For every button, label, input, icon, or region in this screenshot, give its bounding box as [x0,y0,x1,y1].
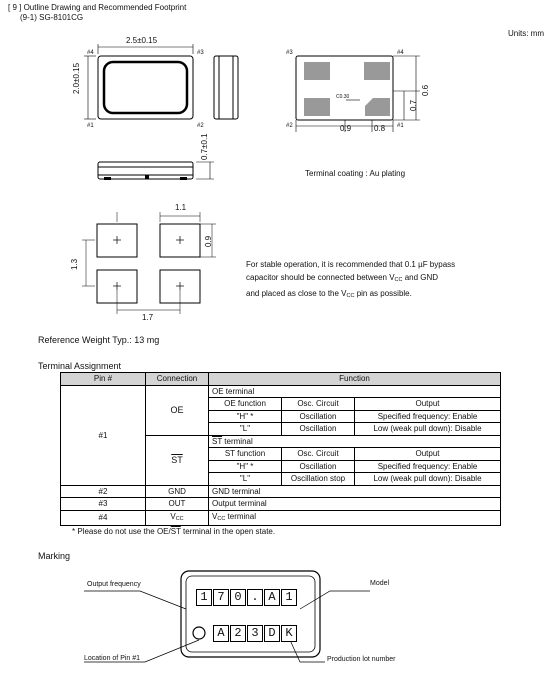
terminal-table [60,372,501,526]
function-cell [209,510,501,525]
function-cell: ST function [209,448,282,461]
function-cell: "L" [209,423,282,436]
dim-thickness: 0.7±0.1 [200,133,209,160]
col-connection: Connection [146,373,209,386]
function-cell: Oscillation [282,460,355,473]
marking-char: A [213,625,229,642]
marking-char: 2 [230,625,246,642]
pin-label: #1 [87,123,94,129]
marking-char: . [247,589,263,606]
note-line: For stable operation, it is recommended that 0.1 µF bypass [246,260,456,269]
pin-cell: #2 [61,485,146,498]
reference-weight: Reference Weight Typ.: 13 mg [38,335,160,345]
pin-cell: #4 [61,510,146,525]
connection-cell [146,435,209,485]
function-cell: Oscillation [282,410,355,423]
function-cell: OE terminal [209,385,501,398]
function-cell: "H" * [209,460,282,473]
connection-cell: GND [146,485,209,498]
dim-width: 2.5±0.15 [126,36,158,45]
function-cell: Output [355,398,501,411]
section-subtitle: (9-1) SG-8101CG [20,13,84,22]
st-label: $\overline{ST}$ [212,436,223,446]
vcc-sub: CC [175,515,184,522]
marking-heading: Marking [38,551,71,561]
col-pin: Pin # [61,373,146,386]
terminal-heading: Terminal Assignment [38,361,122,371]
note-text: pin as possible. [354,289,412,298]
dim-span-x: 1.7 [142,313,154,322]
vcc-sub: CC [217,515,226,522]
label-output-frequency: Output frequency [87,581,141,588]
function-cell: Oscillation stop [282,473,355,486]
terminal-footnote [72,527,275,536]
pin-label: #1 [397,123,404,129]
function-cell: OE function [209,398,282,411]
label-model: Model [370,580,390,587]
note-line [246,287,455,303]
label-pin1-location: Location of Pin #1 [84,655,141,662]
table-row [61,385,501,398]
note-sub: CC [394,277,403,283]
function-cell: Oscillation [282,423,355,436]
pin-cell: #1 [61,385,146,485]
connection-cell: OUT [146,498,209,511]
marking-char: D [264,625,280,642]
marking-char: K [281,625,297,642]
st-label: $\overline{ST}$ [171,454,183,465]
function-cell: Low (weak pull down): Disable [355,473,501,486]
table-header-row [61,373,501,386]
dim-pitch-x: 1.1 [175,203,187,212]
vcc-v: V [212,511,218,521]
dim-pad-h2: 0.6 [421,84,430,96]
pin-label: #4 [87,50,94,56]
label-production-lot: Production lot number [327,656,396,663]
function-cell: Output terminal [209,498,501,511]
section-title: [ 9 ] Outline Drawing and Recommended Footprint [8,3,187,12]
marking-char: 1 [281,589,297,606]
dim-pad-height: 0.9 [204,235,213,247]
note-sub: CC [346,293,355,299]
function-cell: Osc. Circuit [282,398,355,411]
pin-label: #2 [197,123,204,129]
dim-pad-w2: 0.8 [374,124,386,133]
dim-pad-w1: 0.9 [340,124,352,133]
table-row [61,510,501,525]
function-cell: Specified frequency: Enable [355,460,501,473]
dim-height: 2.0±0.15 [72,62,81,94]
terminal-coating: Terminal coating : Au plating [305,169,406,178]
note-text: and GND [402,273,439,282]
dim-chamfer: C0.30 [336,94,350,100]
function-cell: "H" * [209,410,282,423]
function-cell: Output [355,448,501,461]
function-cell: Osc. Circuit [282,448,355,461]
function-cell: "L" [209,473,282,486]
function-cell: GND terminal [209,485,501,498]
note-text: and placed as close to the V [246,289,347,298]
footnote-text: * Please do not use the OE/ [72,527,171,536]
marking-char: 0 [230,589,246,606]
note-line [246,271,455,287]
function-cell: $\overline{ST}$ terminal [209,435,501,448]
dim-pitch-y: 1.3 [70,258,79,270]
table-row [61,485,501,498]
col-function: Function [209,373,501,386]
pin-label: #3 [197,50,204,56]
marking-char: A [264,589,280,606]
vcc-terminal: terminal [227,511,256,521]
footnote-text: $\overline{ST}$ [170,527,181,536]
connection-cell [146,510,209,525]
connection-cell: OE [146,385,209,435]
pin-label: #3 [286,50,293,56]
note-text: capacitor should be connected between V [246,273,395,282]
marking-char: 7 [213,589,229,606]
units-label: Units: mm [508,29,544,38]
marking-char: 3 [247,625,263,642]
table-row [61,498,501,511]
pin-cell: #3 [61,498,146,511]
function-cell: Low (weak pull down): Disable [355,423,501,436]
pin-label: #2 [286,123,293,129]
footnote-text: terminal in the open state. [180,527,276,536]
pin-label: #4 [397,50,404,56]
marking-char: 1 [196,589,212,606]
vcc-v: V [170,511,176,521]
dim-pad-h1: 0.7 [409,99,418,111]
function-cell: Specified frequency: Enable [355,410,501,423]
bypass-note [246,258,455,303]
